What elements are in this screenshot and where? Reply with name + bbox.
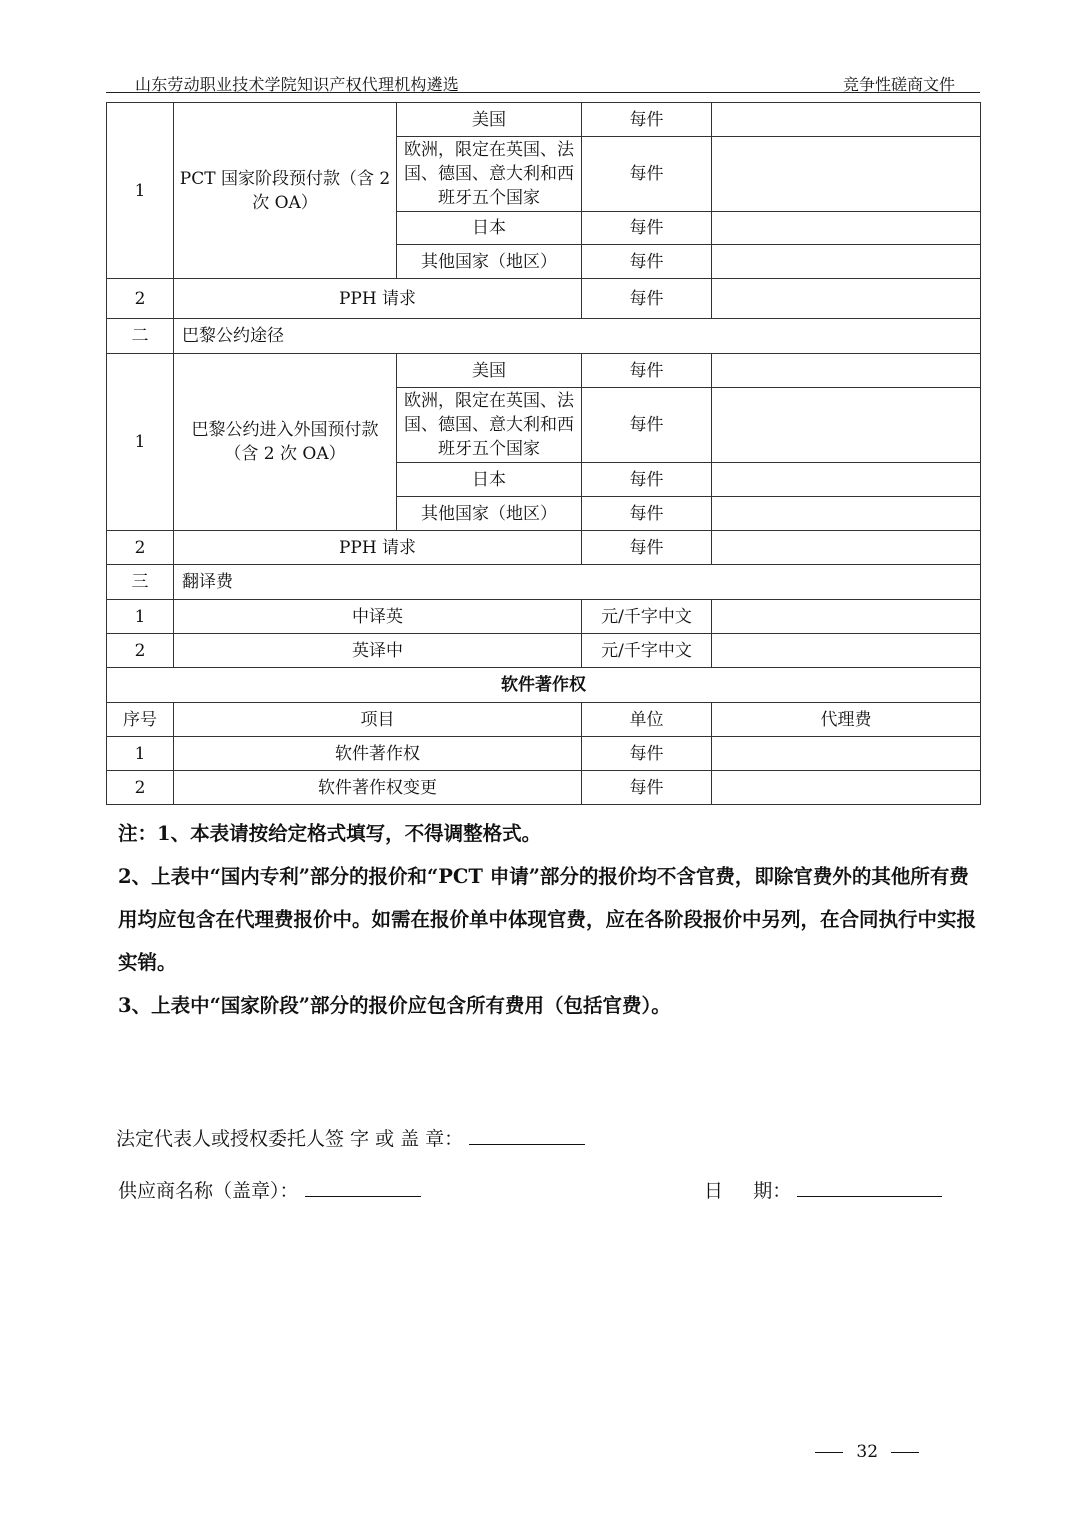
date-field <box>704 1176 942 1203</box>
table-row <box>107 531 981 565</box>
fee-cell[interactable] <box>712 103 981 137</box>
item-label: 中译英 <box>174 600 582 634</box>
unit-cell: 每件 <box>582 771 712 805</box>
section-title: 巴黎公约途径 <box>174 319 981 354</box>
row-number: 2 <box>107 279 174 319</box>
page-dash-right <box>891 1452 919 1453</box>
unit-cell: 每件 <box>582 531 712 565</box>
country-cell: 其他国家（地区） <box>397 245 582 279</box>
unit-cell: 每件 <box>582 245 712 279</box>
unit-cell: 每件 <box>582 137 712 212</box>
note-1: 注：1、本表请按给定格式填写，不得调整格式。 <box>118 822 542 845</box>
item-label: 软件著作权变更 <box>174 771 582 805</box>
unit-cell: 每件 <box>582 497 712 531</box>
unit-cell: 每件 <box>582 212 712 245</box>
supplier-name-label: 供应商名称（盖章）： <box>118 1180 299 1202</box>
item-label: 英译中 <box>174 634 582 668</box>
supplier-name-line[interactable] <box>305 1176 421 1197</box>
page-dash-left <box>815 1452 843 1453</box>
row-number: 1 <box>107 600 174 634</box>
row-number: 2 <box>107 634 174 668</box>
fee-cell[interactable] <box>712 354 981 388</box>
country-cell: 美国 <box>397 103 582 137</box>
table-row <box>107 103 981 137</box>
table-row <box>107 354 981 388</box>
country-cell: 其他国家（地区） <box>397 497 582 531</box>
unit-cell: 元/千字中文 <box>582 600 712 634</box>
section-number: 三 <box>107 565 174 600</box>
fee-cell[interactable] <box>712 634 981 668</box>
header-fee: 代理费 <box>712 703 981 737</box>
item-label: PCT 国家阶段预付款（含 2 次 OA） <box>174 103 397 279</box>
section-row <box>107 565 981 600</box>
table-row <box>107 771 981 805</box>
item-label: 软件著作权 <box>174 737 582 771</box>
fee-cell[interactable] <box>712 279 981 319</box>
fee-cell[interactable] <box>712 531 981 565</box>
row-number: 2 <box>107 771 174 805</box>
item-label: PPH 请求 <box>174 279 582 319</box>
unit-cell: 每件 <box>582 354 712 388</box>
fee-cell[interactable] <box>712 497 981 531</box>
fee-cell[interactable] <box>712 463 981 497</box>
fee-schedule-table <box>106 102 981 805</box>
fee-cell[interactable] <box>712 771 981 805</box>
fee-cell[interactable] <box>712 737 981 771</box>
header-divider <box>106 92 980 93</box>
representative-signature-line[interactable] <box>469 1124 585 1145</box>
item-label: 巴黎公约进入外国预付款（含 2 次 OA） <box>174 354 397 531</box>
page-number <box>815 1442 919 1462</box>
unit-cell: 每件 <box>582 388 712 463</box>
row-number: 1 <box>107 103 174 279</box>
country-cell: 日本 <box>397 463 582 497</box>
header-document-type: 竞争性磋商文件 <box>842 75 955 94</box>
representative-signature-label: 法定代表人或授权委托人签 字 或 盖 章： <box>116 1128 464 1150</box>
supplier-name <box>118 1176 421 1203</box>
unit-cell: 元/千字中文 <box>582 634 712 668</box>
table-row <box>107 634 981 668</box>
country-cell: 欧洲，限定在英国、法国、德国、意大利和西班牙五个国家 <box>397 137 582 212</box>
header-unit: 单位 <box>582 703 712 737</box>
item-label: PPH 请求 <box>174 531 582 565</box>
date-label: 日 期： <box>704 1180 792 1202</box>
unit-cell: 每件 <box>582 737 712 771</box>
country-cell: 欧洲，限定在英国、法国、德国、意大利和西班牙五个国家 <box>397 388 582 463</box>
fee-cell[interactable] <box>712 245 981 279</box>
section-number: 二 <box>107 319 174 354</box>
unit-cell: 每件 <box>582 279 712 319</box>
unit-cell: 每件 <box>582 103 712 137</box>
fee-cell[interactable] <box>712 212 981 245</box>
date-line[interactable] <box>797 1176 942 1197</box>
note-2: 2、上表中“国内专利”部分的报价和“PCT 申请”部分的报价均不含官费，即除官费外的其他所有费用均应包含在代理费报价中。如需在报价单中体现官费，应在各阶段报价中另列，在合同执行中实报实销。 <box>118 865 977 974</box>
table-row <box>107 600 981 634</box>
country-cell: 美国 <box>397 354 582 388</box>
row-number: 1 <box>107 354 174 531</box>
fee-cell[interactable] <box>712 137 981 212</box>
fee-cell[interactable] <box>712 388 981 463</box>
header-item: 项目 <box>174 703 582 737</box>
page-number-value: 32 <box>856 1442 879 1462</box>
note-3: 3、上表中“国家阶段”部分的报价应包含所有费用（包括官费）。 <box>118 994 671 1017</box>
fee-cell[interactable] <box>712 600 981 634</box>
header-document-title: 山东劳动职业技术学院知识产权代理机构遴选 <box>135 75 460 94</box>
table-header-row <box>107 703 981 737</box>
table-row <box>107 279 981 319</box>
representative-signature <box>116 1124 585 1151</box>
country-cell: 日本 <box>397 212 582 245</box>
header-number: 序号 <box>107 703 174 737</box>
section-row <box>107 668 981 703</box>
unit-cell: 每件 <box>582 463 712 497</box>
row-number: 1 <box>107 737 174 771</box>
notes-section <box>118 812 978 1027</box>
section-row <box>107 319 981 354</box>
section-title: 翻译费 <box>174 565 981 600</box>
row-number: 2 <box>107 531 174 565</box>
table-row <box>107 737 981 771</box>
software-copyright-title: 软件著作权 <box>107 668 981 703</box>
